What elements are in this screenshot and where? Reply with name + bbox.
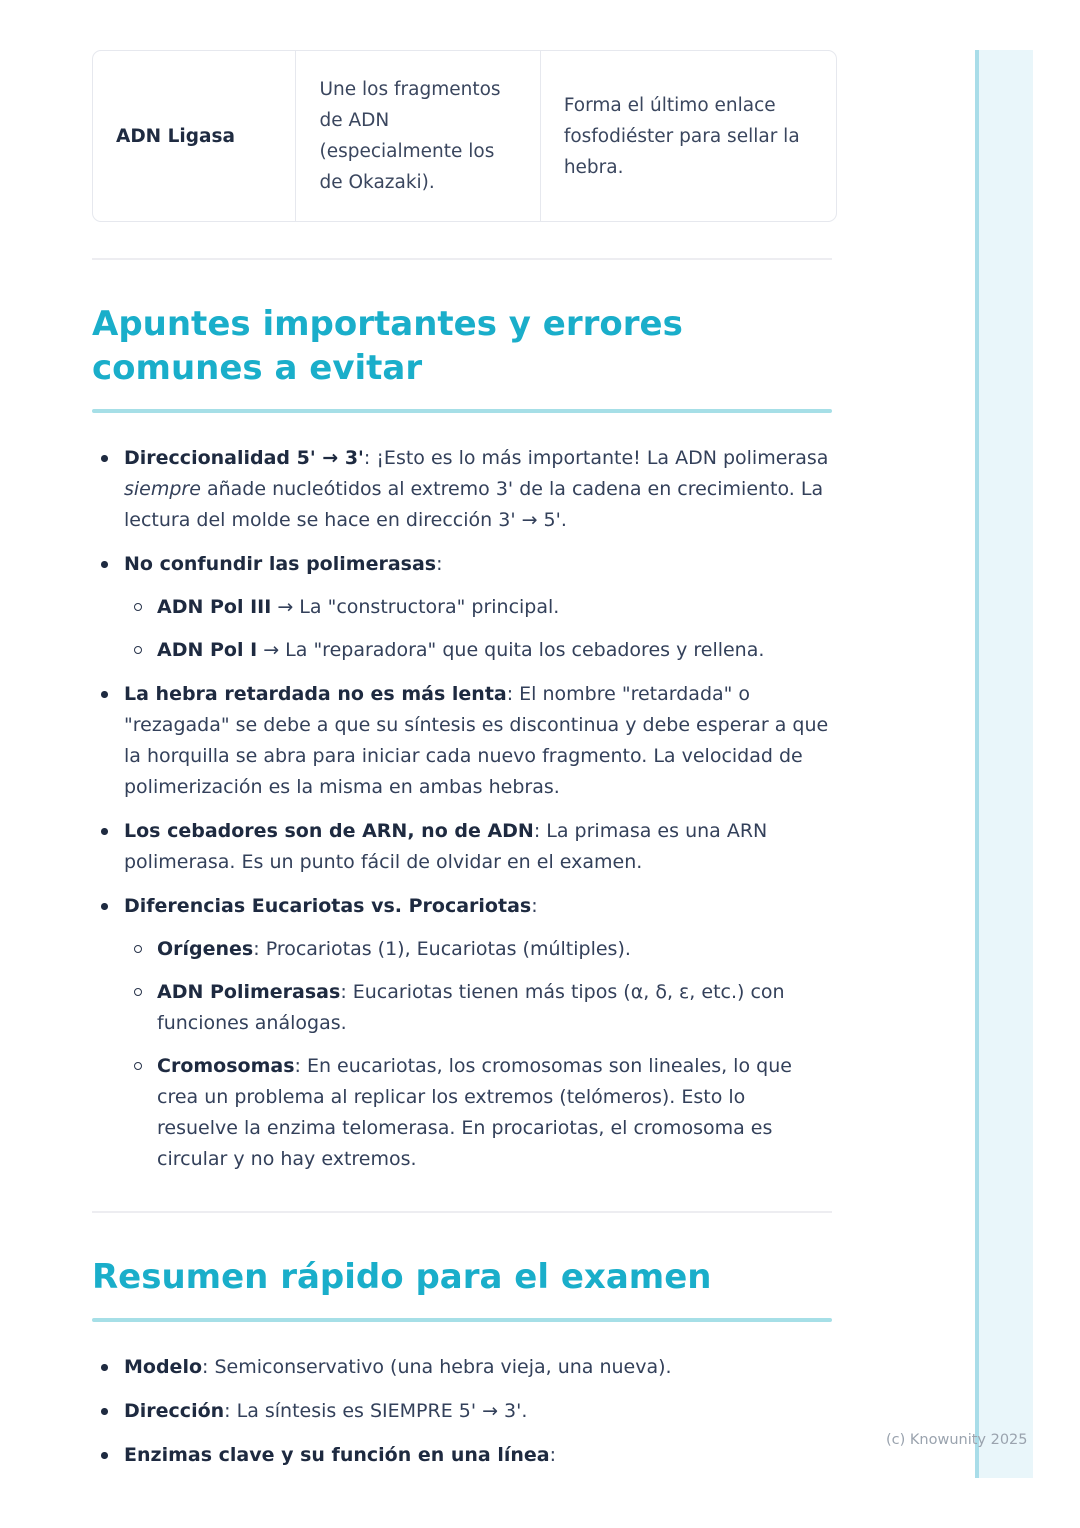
enzyme-function: Une los fragmentos de ADN (especialmente los de Okazaki).	[319, 79, 501, 193]
bullet-bold-text: No confundir las polimerasas	[124, 553, 437, 575]
bullet-bold-text: Enzimas clave y su función en una línea	[124, 1444, 550, 1466]
sub-list	[124, 592, 832, 666]
bullet-text: añade nucleótidos al extremo 3' de la cadena en crecimiento. La lectura del molde se hace en dirección 3' → 5'.	[124, 478, 824, 531]
sub-list-item	[124, 977, 832, 1039]
bullet-bold-text: ADN Pol III	[157, 596, 272, 618]
watermark: (c) Knowunity 2025	[886, 1432, 1028, 1448]
bullet-bold-text: Modelo	[124, 1356, 203, 1378]
section-divider	[92, 1211, 832, 1213]
bullet-bold-text: Los cebadores son de ARN, no de ADN	[124, 820, 534, 842]
page-content	[92, 0, 837, 1484]
table-cell-function	[295, 51, 539, 221]
bullet-italic-text: siempre	[124, 478, 201, 500]
enzyme-name: ADN Ligasa	[116, 125, 235, 147]
bullet-text: : Procariotas (1), Eucariotas (múltiples).	[253, 938, 631, 960]
accent-panel	[979, 50, 1033, 1478]
enzyme-table	[92, 50, 837, 222]
section2-title: Resumen rápido para el examen	[92, 1257, 712, 1297]
bullet-text: :	[531, 895, 538, 917]
section-divider	[92, 258, 832, 260]
bullet-text: :	[436, 553, 443, 575]
table-cell-enzyme	[93, 51, 295, 221]
bullet-bold-text: Dirección	[124, 1400, 225, 1422]
list-item	[92, 1396, 832, 1427]
bullet-text: : Semiconservativo (una hebra vieja, una nueva).	[202, 1356, 672, 1378]
sub-list-item	[124, 635, 832, 666]
list-item	[92, 549, 832, 666]
bullet-text: → La "constructora" principal.	[271, 596, 560, 618]
section1-title: Apuntes importantes y errores comunes a evitar	[92, 304, 683, 388]
bullet-bold-text: ADN Pol I	[157, 639, 258, 661]
sub-list-item	[124, 934, 832, 965]
list-item	[92, 1440, 832, 1471]
sub-list-item	[124, 592, 832, 623]
list-item	[92, 679, 832, 803]
notes-list	[92, 443, 832, 1175]
bullet-text: : ¡Esto es lo más importante! La ADN polimerasa	[363, 447, 829, 469]
list-item	[92, 1352, 832, 1383]
bullet-bold-text: Diferencias Eucariotas vs. Procariotas	[124, 895, 532, 917]
bullet-text: → La "reparadora" que quita los cebadores y rellena.	[257, 639, 765, 661]
bullet-text: : La primasa es una ARN polimerasa. Es un punto fácil de olvidar en el examen.	[124, 820, 768, 873]
bullet-bold-text: La hebra retardada no es más lenta	[124, 683, 507, 705]
summary-list	[92, 1352, 832, 1471]
bullet-bold-text: Cromosomas	[157, 1055, 295, 1077]
bullet-bold-text: Direccionalidad 5' → 3'	[124, 447, 364, 469]
table-cell-detail	[540, 51, 836, 221]
bullet-text: : Eucariotas tienen más tipos (α, δ, ε, etc.) con funciones análogas.	[157, 981, 785, 1034]
bullet-bold-text: ADN Polimerasas	[157, 981, 341, 1003]
list-item	[92, 891, 832, 1175]
list-item	[92, 816, 832, 878]
bullet-text: : El nombre "retardada" o "rezagada" se debe a que su síntesis es discontinua y debe esperar a que la horquilla se abra para iniciar cada nuevo fragmento. La velocidad de polimerización es la misma en ambas hebras.	[124, 683, 829, 798]
bullet-bold-text: Orígenes	[157, 938, 254, 960]
section1-title-underline	[92, 409, 832, 413]
list-item	[92, 443, 832, 536]
enzyme-detail: Forma el último enlace fosfodiéster para sellar la hebra.	[563, 94, 800, 178]
bullet-text: : En eucariotas, los cromosomas son lineales, lo que crea un problema al replicar los extremos (telómeros). Esto lo resuelve la enzima telomerasa. En procariotas, el cromosoma es circular y no hay extremos.	[157, 1055, 792, 1170]
sub-list	[124, 934, 832, 1175]
bullet-text: :	[549, 1444, 557, 1466]
bullet-text: : La síntesis es SIEMPRE 5' → 3'.	[224, 1400, 528, 1422]
sub-list-item	[124, 1051, 832, 1175]
section2-title-underline	[92, 1318, 832, 1322]
